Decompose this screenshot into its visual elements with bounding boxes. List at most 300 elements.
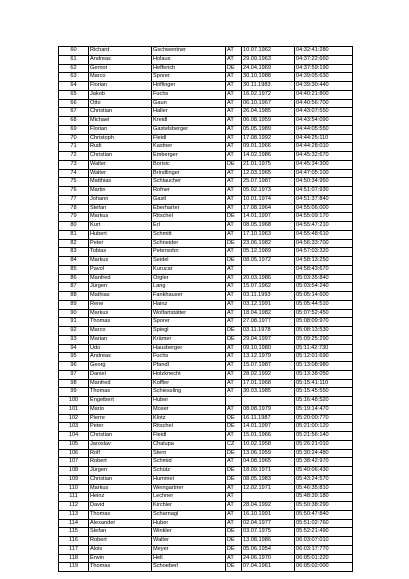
rank-cell: 69 (59, 125, 89, 134)
finish-time-cell: 05:48:39:180 (295, 493, 353, 502)
birth-date-cell: 17.08.1992 (242, 134, 295, 143)
first-name-cell: Andreas (89, 353, 152, 362)
first-name-cell: Alois (89, 545, 152, 554)
table-row (59, 178, 353, 187)
rank-cell: 97 (59, 370, 89, 379)
rank-cell: 117 (59, 545, 89, 554)
birth-date-cell: 21.01.1975 (242, 160, 295, 169)
last-name-cell: Emberger (152, 152, 226, 161)
finish-time-cell: 04:37:22:660 (295, 55, 353, 64)
rank-cell: 72 (59, 152, 89, 161)
birth-date-cell: 18.04.1982 (242, 309, 295, 318)
first-name-cell: Christoph (89, 134, 152, 143)
table-row (59, 300, 353, 309)
nation-cell: AT (226, 204, 242, 213)
table-row (59, 458, 353, 467)
nation-cell: AT (226, 510, 242, 519)
last-name-cell: Gastelsberger (152, 125, 226, 134)
first-name-cell: Peter (89, 239, 152, 248)
rank-cell: 101 (59, 405, 89, 414)
finish-time-cell: 04:50:34:950 (295, 178, 353, 187)
first-name-cell: Johann (89, 195, 152, 204)
rank-cell: 74 (59, 169, 89, 178)
nation-cell: DE (226, 563, 242, 572)
last-name-cell: Schmitt (152, 230, 226, 239)
first-name-cell: Michael (89, 117, 152, 126)
rank-cell: 78 (59, 204, 89, 213)
nation-cell: AT (226, 370, 242, 379)
nation-cell: AT (226, 458, 242, 467)
birth-date-cell: 13.12.1979 (242, 353, 295, 362)
finish-time-cell: 05:07:52:450 (295, 309, 353, 318)
rank-cell: 61 (59, 55, 89, 64)
last-name-cell: Wolfartstätter (152, 309, 226, 318)
last-name-cell: Schlaucher (152, 178, 226, 187)
last-name-cell: Gschwentner (152, 47, 226, 56)
table-row (59, 379, 353, 388)
birth-date-cell: 23.06.1982 (242, 239, 295, 248)
rank-cell: 90 (59, 309, 89, 318)
rank-cell: 77 (59, 195, 89, 204)
first-name-cell: Christian (89, 108, 152, 117)
finish-time-cell: 06:03:07:010 (295, 537, 353, 546)
last-name-cell: Meyer (152, 545, 226, 554)
birth-date-cell: 14.02.1986 (242, 152, 295, 161)
first-name-cell: Christian (89, 432, 152, 441)
table-row (59, 169, 353, 178)
table-row (59, 388, 353, 397)
finish-time-cell: 04:43:54:090 (295, 117, 353, 126)
nation-cell: AT (226, 292, 242, 301)
last-name-cell: Erl (152, 222, 226, 231)
last-name-cell: Krämer (152, 335, 226, 344)
last-name-cell: Rofner (152, 187, 226, 196)
finish-time-cell: 05:13:08:980 (295, 362, 353, 371)
last-name-cell: Huber (152, 519, 226, 528)
last-name-cell: Moser (152, 405, 226, 414)
table-row (59, 370, 353, 379)
first-name-cell: Christian (89, 475, 152, 484)
last-name-cell: Walter (152, 537, 226, 546)
finish-time-cell: 05:21:00:120 (295, 423, 353, 432)
rank-cell: 106 (59, 449, 89, 458)
birth-date-cell: 09.01.1966 (242, 143, 295, 152)
table-row (59, 152, 353, 161)
last-name-cell: Schütz (152, 467, 226, 476)
first-name-cell: Heinz (89, 493, 152, 502)
birth-date-cell: 20.03.1986 (242, 274, 295, 283)
rank-cell: 107 (59, 458, 89, 467)
finish-time-cell: 04:57:03:320 (295, 248, 353, 257)
finish-time-cell: 05:16:48:520 (295, 397, 353, 406)
last-name-cell: Holaus (152, 55, 226, 64)
table-row (59, 563, 353, 572)
nation-cell: AT (226, 178, 242, 187)
table-row (59, 64, 353, 73)
first-name-cell: Gernot (89, 64, 152, 73)
rank-cell: 103 (59, 423, 89, 432)
nation-cell: AT (226, 134, 242, 143)
birth-date-cell: 05.06.1954 (242, 545, 295, 554)
last-name-cell: Klotz (152, 414, 226, 423)
finish-time-cell: 05:40:06:430 (295, 467, 353, 476)
rank-cell: 114 (59, 519, 89, 528)
first-name-cell: Robert (89, 458, 152, 467)
first-name-cell: Mario (89, 405, 152, 414)
last-name-cell: Haller (152, 108, 226, 117)
first-name-cell: Jürgen (89, 467, 152, 476)
last-name-cell: Seidel (152, 257, 226, 266)
finish-time-cell: 04:45:34:300 (295, 160, 353, 169)
finish-time-cell: 05:46:35:810 (295, 484, 353, 493)
finish-time-cell: 04:51:37:840 (295, 195, 353, 204)
rank-cell: 80 (59, 222, 89, 231)
first-name-cell: Markus (89, 213, 152, 222)
nation-cell: AT (226, 519, 242, 528)
nation-cell: AT (226, 222, 242, 231)
last-name-cell: Fuchs (152, 90, 226, 99)
table-row (59, 467, 353, 476)
finish-time-cell: 04:56:33:700 (295, 239, 353, 248)
birth-date-cell (242, 265, 295, 274)
rank-cell: 108 (59, 467, 89, 476)
finish-time-cell: 04:44:28:010 (295, 143, 353, 152)
nation-cell: DE (226, 257, 242, 266)
first-name-cell: Tobias (89, 248, 152, 257)
last-name-cell: Kreidl (152, 117, 226, 126)
birth-date-cell: 28.04.1992 (242, 502, 295, 511)
table-row (59, 108, 353, 117)
table-row (59, 55, 353, 64)
first-name-cell: Thomas (89, 388, 152, 397)
nation-cell: AT (226, 484, 242, 493)
birth-date-cell: 10.02.1958 (242, 440, 295, 449)
birth-date-cell: 09.10.1980 (242, 344, 295, 353)
rank-cell: 96 (59, 362, 89, 371)
birth-date-cell: 08.05.1983 (242, 475, 295, 484)
nation-cell: AT (226, 90, 242, 99)
finish-time-cell: 04:45:32:670 (295, 152, 353, 161)
finish-time-cell: 06:05:02:000 (295, 563, 353, 572)
first-name-cell: Stefan (89, 204, 152, 213)
last-name-cell: Sporer (152, 73, 226, 82)
table-row (59, 432, 353, 441)
table-row (59, 545, 353, 554)
nation-cell: AT (226, 502, 242, 511)
birth-date-cell: 08.08.1979 (242, 405, 295, 414)
birth-date-cell: 24.06.1970 (242, 554, 295, 563)
rank-cell: 105 (59, 440, 89, 449)
table-row (59, 248, 353, 257)
table-row (59, 134, 353, 143)
rank-cell: 116 (59, 537, 89, 546)
finish-time-cell: 05:21:56:140 (295, 432, 353, 441)
nation-cell: DE (226, 423, 242, 432)
last-name-cell: Kurucar (152, 265, 226, 274)
table-row (59, 362, 353, 371)
last-name-cell: Schoeberl (152, 563, 226, 572)
nation-cell: AT (226, 99, 242, 108)
table-row (59, 327, 353, 336)
nation-cell: AT (226, 353, 242, 362)
finish-time-cell: 05:09:25:290 (295, 335, 353, 344)
rank-cell: 113 (59, 510, 89, 519)
finish-time-cell: 04:43:07:550 (295, 108, 353, 117)
first-name-cell: Manfred (89, 274, 152, 283)
birth-date-cell: 15.07.1987 (242, 362, 295, 371)
table-row (59, 204, 353, 213)
rank-cell: 99 (59, 388, 89, 397)
finish-time-cell: 05:30:24:480 (295, 449, 353, 458)
table-row (59, 82, 353, 91)
finish-time-cell: 05:12:01:690 (295, 353, 353, 362)
nation-cell: AT (226, 344, 242, 353)
finish-time-cell: 05:05:44:510 (295, 300, 353, 309)
birth-date-cell: 17.01.1968 (242, 379, 295, 388)
table-row (59, 99, 353, 108)
rank-cell: 82 (59, 239, 89, 248)
nation-cell: DE (226, 449, 242, 458)
first-name-cell: Rudi (89, 143, 152, 152)
rank-cell: 91 (59, 318, 89, 327)
table-row (59, 222, 353, 231)
last-name-cell: Kirchler (152, 502, 226, 511)
table-row (59, 449, 353, 458)
last-name-cell: Borisic (152, 160, 226, 169)
nation-cell: AT (226, 187, 242, 196)
nation-cell: DE (226, 545, 242, 554)
birth-date-cell: 08.05.1968 (242, 222, 295, 231)
table-row (59, 187, 353, 196)
finish-time-cell: 06:03:17:770 (295, 545, 353, 554)
table-row (59, 47, 353, 56)
table-row (59, 414, 353, 423)
nation-cell: AT (226, 73, 242, 82)
nation-cell: AT (226, 230, 242, 239)
birth-date-cell: 04.08.1965 (242, 458, 295, 467)
nation-cell: DE (226, 537, 242, 546)
first-name-cell: Erwin (89, 554, 152, 563)
table-row (59, 309, 353, 318)
last-name-cell: Fuchs (152, 353, 226, 362)
nation-cell: AT (226, 388, 242, 397)
table-row (59, 230, 353, 239)
birth-date-cell: 30.03.1985 (242, 388, 295, 397)
rank-cell: 95 (59, 353, 89, 362)
rank-cell: 68 (59, 117, 89, 126)
rank-cell: 109 (59, 475, 89, 484)
nation-cell (226, 397, 242, 406)
first-name-cell: Markus (89, 309, 152, 318)
birth-date-cell: 15.01.1966 (242, 432, 295, 441)
birth-date-cell: 28.02.1992 (242, 370, 295, 379)
table-row (59, 423, 353, 432)
finish-time-cell: 04:58:43:670 (295, 265, 353, 274)
birth-date-cell: 05.12.1989 (242, 248, 295, 257)
table-row (59, 519, 353, 528)
table-row (59, 528, 353, 537)
rank-cell: 87 (59, 283, 89, 292)
last-name-cell: Lang (152, 283, 226, 292)
last-name-cell: Pfandl (152, 362, 226, 371)
table-row (59, 257, 353, 266)
first-name-cell: Andreas (89, 55, 152, 64)
table-row (59, 554, 353, 563)
finish-time-cell: 05:43:24:570 (295, 475, 353, 484)
first-name-cell: Kurt (89, 222, 152, 231)
last-name-cell: Holzknecht (152, 370, 226, 379)
table-row (59, 405, 353, 414)
birth-date-cell: 29.09.1963 (242, 55, 295, 64)
birth-date-cell: 14.01.1997 (242, 423, 295, 432)
finish-time-cell: 05:11:42:730 (295, 344, 353, 353)
finish-time-cell: 06:05:01:220 (295, 554, 353, 563)
nation-cell: AT (226, 82, 242, 91)
birth-date-cell: 06.10.1967 (242, 99, 295, 108)
nation-cell: AT (226, 265, 242, 274)
rank-cell: 65 (59, 90, 89, 99)
last-name-cell: Brindlinger (152, 169, 226, 178)
last-name-cell: Hefferich (152, 64, 226, 73)
nation-cell: DE (226, 414, 242, 423)
rank-cell: 100 (59, 397, 89, 406)
first-name-cell: Thomas (89, 510, 152, 519)
rank-cell: 71 (59, 143, 89, 152)
finish-time-cell: 05:08:13:530 (295, 327, 353, 336)
finish-time-cell: 05:38:42:970 (295, 458, 353, 467)
birth-date-cell: 14.01.1997 (242, 213, 295, 222)
table-row (59, 117, 353, 126)
finish-time-cell: 05:03:35:840 (295, 274, 353, 283)
nation-cell: AT (226, 283, 242, 292)
last-name-cell: Ritschel (152, 423, 226, 432)
rank-cell: 75 (59, 178, 89, 187)
finish-time-cell: 04:44:05:550 (295, 125, 353, 134)
finish-time-cell: 04:39:05:630 (295, 73, 353, 82)
rank-cell: 60 (59, 47, 89, 56)
rank-cell: 63 (59, 73, 89, 82)
first-name-cell: Stefan (89, 528, 152, 537)
first-name-cell: Pavol (89, 265, 152, 274)
last-name-cell: Scharnagl (152, 510, 226, 519)
rank-cell: 118 (59, 554, 89, 563)
finish-time-cell: 04:44:25:110 (295, 134, 353, 143)
first-name-cell: Hubert (89, 230, 152, 239)
first-name-cell: Marian (89, 335, 152, 344)
results-sheet (58, 46, 353, 572)
birth-date-cell: 10.07.1962 (242, 47, 295, 56)
birth-date-cell: 08.05.1972 (242, 257, 295, 266)
first-name-cell: Georg (89, 362, 152, 371)
rank-cell: 84 (59, 257, 89, 266)
first-name-cell: Walter (89, 160, 152, 169)
last-name-cell: Hell (152, 554, 226, 563)
last-name-cell: Kastner (152, 143, 226, 152)
rank-cell: 62 (59, 64, 89, 73)
finish-time-cell: 05:50:47:840 (295, 510, 353, 519)
first-name-cell: Jakob (89, 90, 152, 99)
rank-cell: 83 (59, 248, 89, 257)
table-row (59, 397, 353, 406)
last-name-cell: Petersohn (152, 248, 226, 257)
rank-cell: 88 (59, 292, 89, 301)
first-name-cell: Udo (89, 344, 152, 353)
birth-date-cell: 13.08.1986 (242, 537, 295, 546)
finish-time-cell: 05:08:09:970 (295, 318, 353, 327)
last-name-cell: Koffler (152, 379, 226, 388)
nation-cell: DE (226, 213, 242, 222)
table-row (59, 283, 353, 292)
finish-time-cell: 05:05:14:600 (295, 292, 353, 301)
last-name-cell: Spiegl (152, 327, 226, 336)
table-row (59, 335, 353, 344)
birth-date-cell: 02.04.1977 (242, 519, 295, 528)
first-name-cell: Christian (89, 152, 152, 161)
last-name-cell: Schmid (152, 458, 226, 467)
table-row (59, 265, 353, 274)
finish-time-cell: 04:47:05:100 (295, 169, 353, 178)
first-name-cell: David (89, 502, 152, 511)
rank-cell: 81 (59, 230, 89, 239)
table-row (59, 440, 353, 449)
first-name-cell: Alexander (89, 519, 152, 528)
nation-cell: AT (226, 195, 242, 204)
nation-cell: AT (226, 309, 242, 318)
birth-date-cell: 30.11.1983 (242, 82, 295, 91)
finish-time-cell: 04:58:13:250 (295, 257, 353, 266)
finish-time-cell: 05:15:45:550 (295, 388, 353, 397)
table-row (59, 475, 353, 484)
table-row (59, 125, 353, 134)
first-name-cell: Walter (89, 169, 152, 178)
finish-time-cell: 04:37:59:190 (295, 64, 353, 73)
first-name-cell: Daniel (89, 370, 152, 379)
nation-cell: AT (226, 300, 242, 309)
last-name-cell: Huber (152, 397, 226, 406)
nation-cell: AT (226, 125, 242, 134)
rank-cell: 64 (59, 82, 89, 91)
finish-time-cell: 04:55:48:610 (295, 230, 353, 239)
birth-date-cell: 16.02.1972 (242, 90, 295, 99)
finish-time-cell: 04:55:09:170 (295, 213, 353, 222)
table-row (59, 143, 353, 152)
nation-cell: AT (226, 318, 242, 327)
finish-time-cell: 05:51:02:760 (295, 519, 353, 528)
table-row (59, 239, 353, 248)
nation-cell: DE (226, 160, 242, 169)
finish-time-cell: 05:50:38:290 (295, 502, 353, 511)
finish-time-cell: 05:20:00:770 (295, 414, 353, 423)
rank-cell: 112 (59, 502, 89, 511)
birth-date-cell: 12.03.1965 (242, 169, 295, 178)
birth-date-cell: 29.04.1997 (242, 335, 295, 344)
rank-cell: 85 (59, 265, 89, 274)
first-name-cell: Manfred (89, 379, 152, 388)
rank-cell: 104 (59, 432, 89, 441)
nation-cell: DE (226, 528, 242, 537)
rank-cell: 98 (59, 379, 89, 388)
nation-cell: AT (226, 117, 242, 126)
birth-date-cell: 24.04.1969 (242, 64, 295, 73)
first-name-cell: Florian (89, 82, 152, 91)
birth-date-cell: 16.10.1991 (242, 510, 295, 519)
nation-cell: AT (226, 55, 242, 64)
birth-date-cell: 25.07.1987 (242, 178, 295, 187)
birth-date-cell: 05.02.1973 (242, 187, 295, 196)
table-row (59, 292, 353, 301)
table-row (59, 493, 353, 502)
birth-date-cell (242, 397, 295, 406)
